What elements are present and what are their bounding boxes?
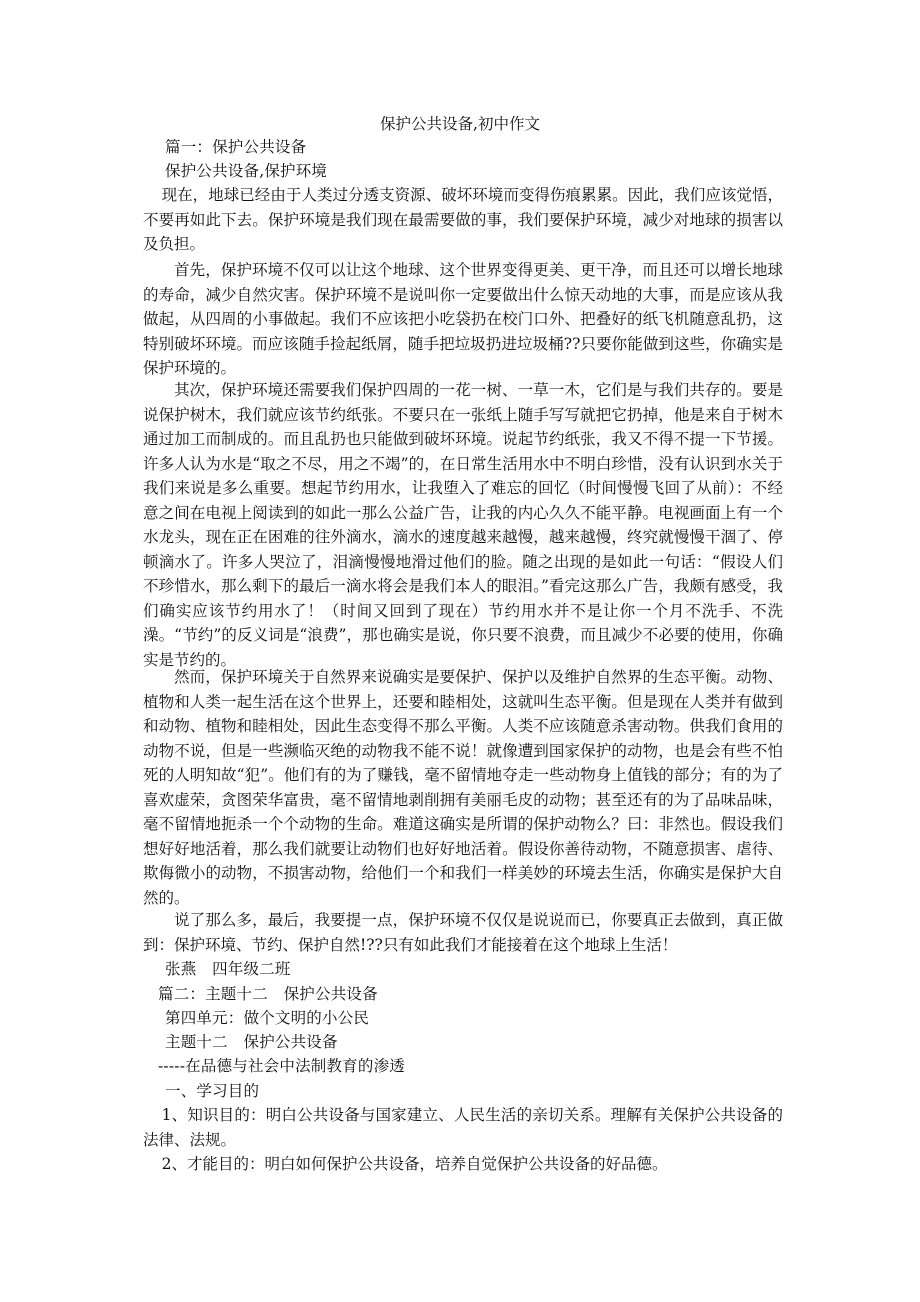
document-title: 保护公共设备,初中作文: [380, 115, 540, 133]
subtitle-line: -----在品德与社会中法制教育的渗透: [158, 1057, 405, 1075]
theme-line: 主题十二 保护公共设备: [165, 1033, 338, 1051]
unit-line: 第四单元：做个文明的小公民: [165, 1009, 370, 1027]
paragraph-4: 然而，保护环境关于自然界来说确实是要保护、保护以及维护自然界的生态平衡。动物、植物和人类一起生活在这个世界上，还要和睦相处，这就叫生态平衡。但是现在人类并有做到和动物、植物和睦相处，因此生态变得不那么平衡。人类不应该随意杀害动物。供我们食用的动物不说，但是一些濒临灭绝的动物我不能不说！就像遭到国家保护的动物，也是会有些不怕死的人明知故“犯”。他们有的为了赚钱，毫不留情地夺走一些动物身上值钱的部分；有的为了喜欢虚荣，贪图荣华富贵，毫不留情地剥削拥有美丽毛皮的动物；甚至还有的为了品味品味，毫不留情地扼杀一个个动物的生命。难道这确实是所谓的保护动物么？曰：非然也。假设我们想好好地活着，那么我们就要让动物们也好好地活着。假设你善待动物，不随意损害、虐待、欺侮微小的动物，不损害动物，给他们一个和我们一样美妙的环境去生活，你确实是保护大自然的。: [143, 668, 783, 907]
part1-subheading: 保护公共设备,保护环境: [165, 162, 328, 180]
paragraph-2: 首先，保护环境不仅可以让这个地球、这个世界变得更美、更干净，而且还可以增长地球的寿命，减少自然灾害。保护环境不是说叫你一定要做出什么惊天动地的大事，而是应该从我做起，从四周的小事做起。我们不应该把小吃袋扔在校门口外、把叠好的纸飞机随意乱扔，这特别破坏环境。而应该随手捡起纸屑，随手把垃圾扔进垃圾桶??只要你能做到这些，你确实是保护环境的。: [143, 261, 783, 377]
signature: 张燕 四年级二班: [165, 960, 291, 978]
objectives-heading: 一、学习目的: [165, 1082, 260, 1100]
paragraph-3: 其次，保护环境还需要我们保护四周的一花一树、一草一木，它们是与我们共存的。要是说保护树木，我们就应该节约纸张。不要只在一张纸上随手写写就把它扔掉，他是来自于树木通过加工而制成的。而且乱扔也只能做到破坏环境。说起节约纸张，我又不得不提一下节援。许多人认为水是“取之不尽，用之不竭”的，在日常生活用水中不明白珍惜，没有认识到水关于我们来说是多么重要。想起节约用水，让我堕入了难忘的回忆（时间慢慢飞回了从前）：不经意之间在电视上阅读到的如此一那么公益广告，让我的内心久久不能平静。电视画面上有一个水龙头，现在正在困难的往外滴水，滴水的速度越来越慢，越来越慢，终究就慢慢干涸了、停顿滴水了。许多人哭泣了，泪滴慢慢地滑过他们的脸。随之出现的是如此一句话：“假设人们不珍惜水，那么剩下的最后一滴水将会是我们本人的眼泪。”看完这那么广告，我颇有感受，我们确实应该节约用水了！（时间又回到了现在）节约用水并不是让你一个月不洗手、不洗澡。“节约”的反义词是“浪费”，那也确实是说，你只要不浪费，而且减少不必要的使用，你确实是节约的。: [143, 381, 783, 669]
paragraph-1: 现在，地球已经由于人类过分透支资源、破坏环境而变得伤痕累累。因此，我们应该觉悟，不要再如此下去。保护环境是我们现在最需要做的事，我们要保护环境，减少对地球的损害以及负担。: [143, 186, 783, 253]
part2-heading: 篇二：主题十二 保护公共设备: [158, 985, 378, 1003]
objective-1: 1、知识目的：明白公共设备与国家建立、人民生活的亲切关系。理解有关保护公共设备的法律、法规。: [143, 1106, 783, 1149]
paragraph-5: 说了那么多，最后，我要提一点，保护环境不仅仅是说说而已，你要真正去做到，真正做到：保护环境、节约、保护自然!??只有如此我们才能接着在这个地球上生活！: [143, 911, 783, 954]
objective-2: 2、才能目的：明白如何保护公共设备，培养自觉保护公共设备的好品德。: [161, 1155, 668, 1173]
part1-heading: 篇一：保护公共设备: [165, 138, 307, 156]
